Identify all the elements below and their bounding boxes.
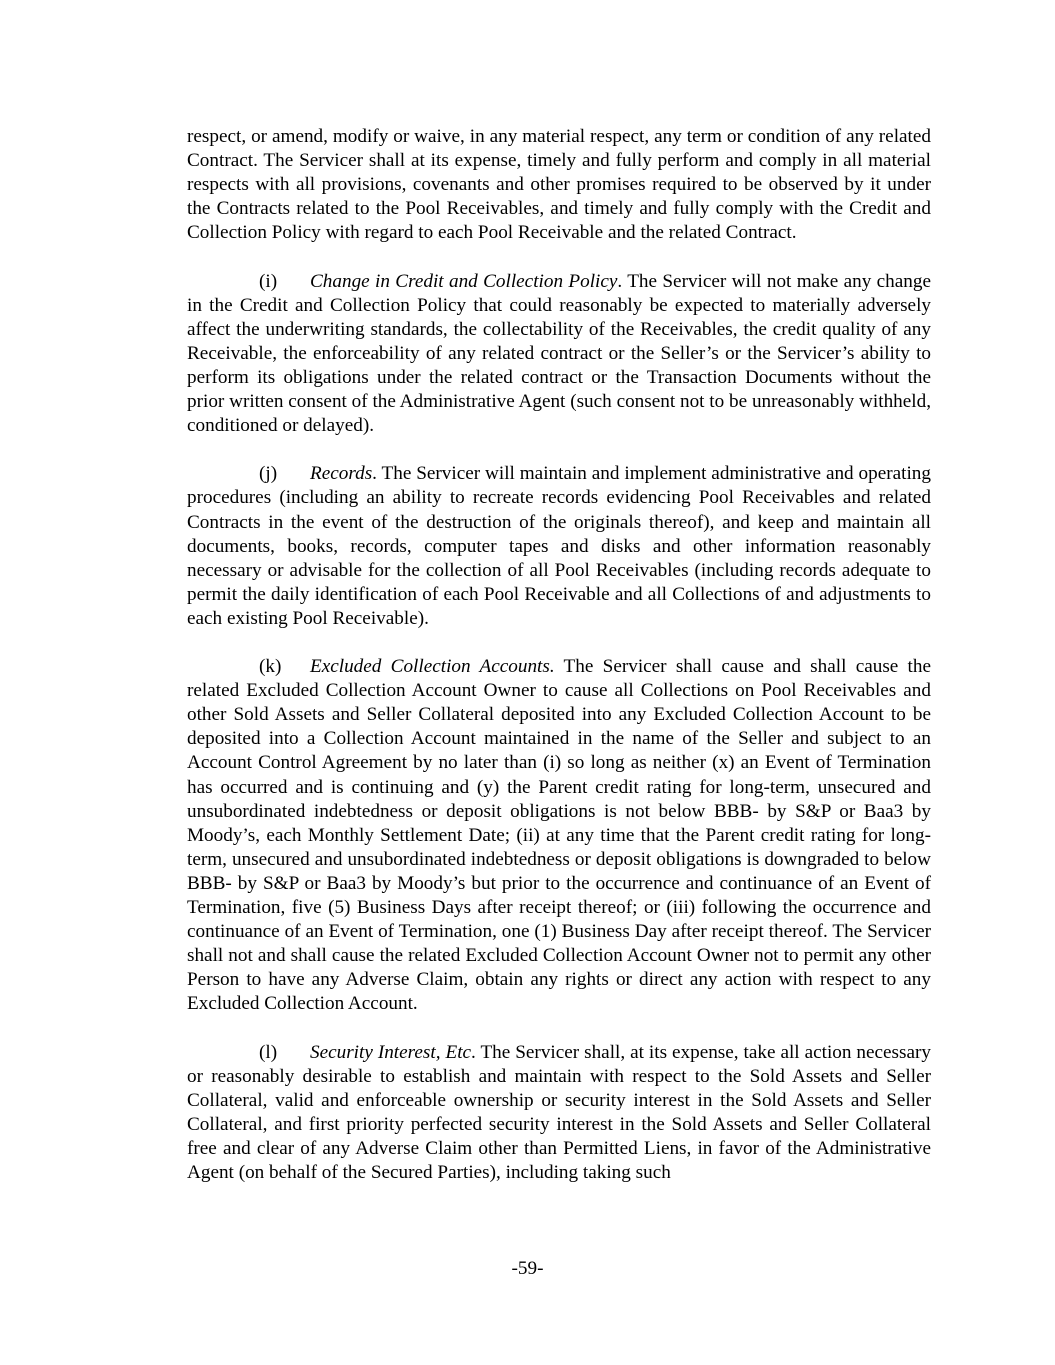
- section-body: The Servicer shall cause and shall cause the related Excluded Collection Account Owner to cause all Collections on Pool Receivables and other Sold Assets and Seller Collateral deposited into any Excluded Collection Account to be deposited into a Collection Account maintained in the name of the Seller and subject to an Account Control Agreement by no later than (i) so long as neither (x) an Event of Termination has occurred and is continuing and (y) the Parent credit rating for long-term, unsecured and unsubordinated indebtedness or deposit obligations is not below BBB- by S&P or Baa3 by Moody’s, each Monthly Settlement Date; (ii) at any time that the Parent credit rating for long-term, unsecured and unsubordinated indebtedness or deposit obligations is downgraded to below BBB- by S&P or Baa3 by Moody’s but prior to the occurrence and continuance of an Event of Termination, five (5) Business Days after receipt thereof; or (iii) following the occurrence and continuance of an Event of Termination, one (1) Business Day after receipt thereof. The Servicer shall not and shall cause the related Excluded Collection Account Owner not to permit any other Person to have any Adverse Claim, obtain any rights or direct any action with respect to any Excluded Collection Account.: [187, 656, 932, 1015]
- section-body: The Servicer will not make any change in the Credit and Collection Policy that could reasonably be expected to materially adversely affect the underwriting standards, the collectability of the Receivables, the credit quality of any Receivable, the enforceability of any related contract or the Seller’s or the Servicer’s ability to perform its obligations under the related contract or the Transaction Documents without the prior written consent of the Administrative Agent (such consent not to be unreasonably withheld, conditioned or delayed).: [187, 270, 931, 437]
- section-heading: Excluded Collection Accounts.: [310, 656, 555, 678]
- section-label: (j): [259, 463, 278, 485]
- section-heading: Records: [310, 463, 373, 485]
- section-heading: Security Interest, Etc: [310, 1041, 472, 1063]
- section-body: The Servicer will maintain and implement administrative and operating procedures (including an ability to recreate records evidencing Pool Receivables and related Contracts in the event of the destruction of the originals thereof), and keep and maintain all documents, books, records, computer tapes and disks and other information reasonably necessary or advisable for the collection of all Pool Receivables (including records adequate to permit the daily identification of each Pool Receivable and all Collections of and adjustments to each existing Pool Receivable).: [187, 463, 931, 629]
- section-l: [187, 1041, 931, 1186]
- section-heading: Change in Credit and Collection Policy: [310, 270, 618, 292]
- heading-punctuation: .: [372, 463, 377, 485]
- continuation-paragraph: respect, or amend, modify or waive, in any material respect, any term or condition of any related Contract. The Servicer shall at its expense, timely and fully perform and comply in all material respects with all provisions, covenants and other promises required to be observed by it under the Contracts related to the Pool Receivables, and timely and fully comply with the Credit and Collection Policy with regard to each Pool Receivable and the related Contract.: [187, 126, 931, 244]
- section-label: (l): [259, 1041, 278, 1063]
- section-k: [187, 655, 931, 1016]
- section-j: [187, 462, 931, 631]
- heading-punctuation: .: [617, 270, 623, 292]
- heading-punctuation: .: [471, 1041, 476, 1063]
- document-page: [187, 125, 931, 1209]
- section-i: [187, 270, 931, 439]
- page-number: -59-: [511, 1258, 544, 1279]
- section-label: (i): [259, 270, 278, 292]
- section-body: The Servicer shall, at its expense, take all action necessary or reasonably desirable to establish and maintain with respect to the Sold Assets and Seller Collateral, valid and enforceable ownership or security interest in the Sold Assets and Seller Collateral, and first priority perfected security interest in the Sold Assets and Seller Collateral free and clear of any Adverse Claim other than Permitted Liens, in favor of the Administrative Agent (on behalf of the Secured Parties), including taking such: [187, 1041, 931, 1184]
- section-label: (k): [259, 656, 282, 678]
